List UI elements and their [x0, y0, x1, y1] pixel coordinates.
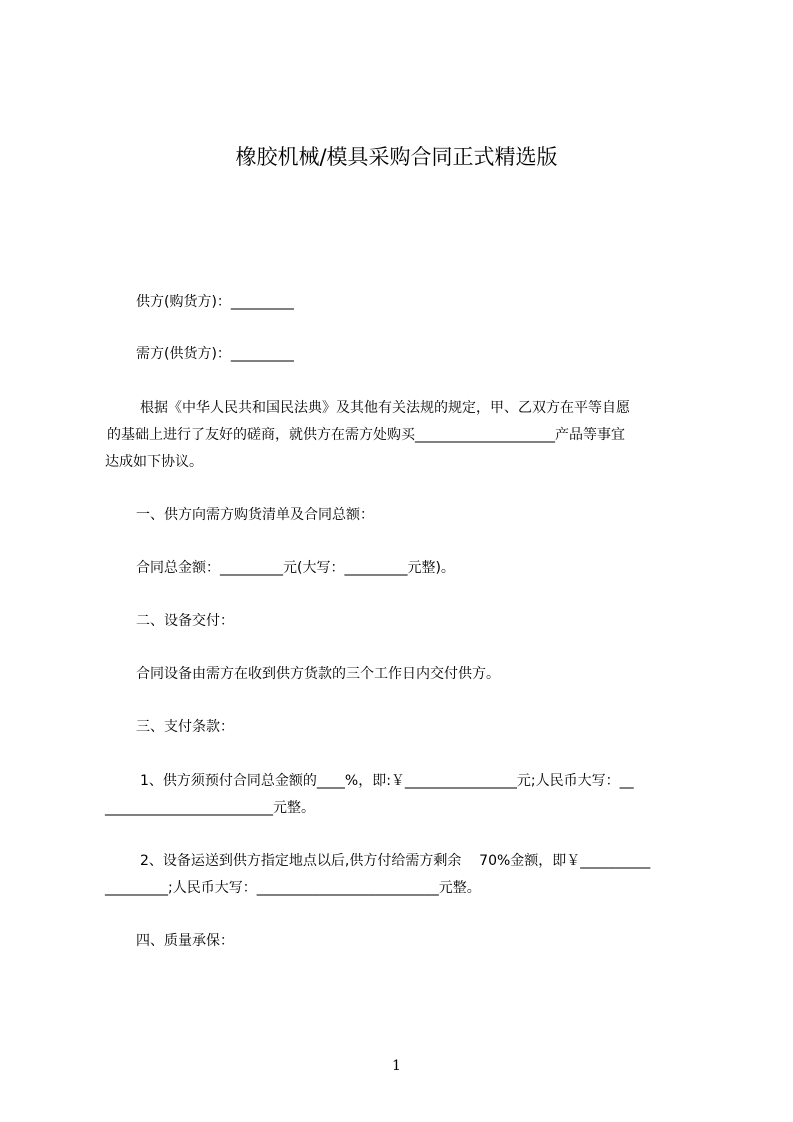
preamble-line-2: 的基础上进行了友好的磋商，就供方在需方处购买____________________产品等事宜 — [107, 427, 625, 443]
payment-2-line-2: _________;人民币大写：__________________________元整。 — [105, 880, 481, 896]
section-3-heading: 三、支付条款： — [136, 719, 234, 735]
section-2-heading: 二、设备交付： — [136, 613, 234, 629]
page-number: 1 — [392, 1058, 401, 1074]
payment-2-line-1: 2、设备运送到供方指定地点以后,供方付给需方剩余 70%金额，即￥__________ — [140, 853, 651, 869]
section-1-heading: 一、供方向需方购货清单及合同总额： — [136, 507, 374, 523]
payment-1-line-1: 1、供方须预付合同总金额的____%，即:￥________________元;人民币大写：__ — [140, 773, 634, 789]
supplier-line: 供方(购货方)：_________ — [136, 294, 294, 310]
payment-1-line-2: ________________________元整。 — [105, 800, 315, 816]
buyer-line: 需方(供货方)：_________ — [136, 346, 294, 362]
total-amount-line: 合同总金额：_________元(大写：_________元整)。 — [136, 560, 455, 576]
delivery-text: 合同设备由需方在收到供方货款的三个工作日内交付供方。 — [136, 666, 500, 682]
section-4-heading: 四、质量承保： — [136, 933, 234, 949]
preamble-line-3: 达成如下协议。 — [105, 454, 203, 470]
document-title: 橡胶机械/模具采购合同正式精选版 — [235, 145, 558, 169]
preamble-line-1: 根据《中华人民共和国民法典》及其他有关法规的规定，甲、乙双方在平等自愿 — [140, 400, 630, 416]
